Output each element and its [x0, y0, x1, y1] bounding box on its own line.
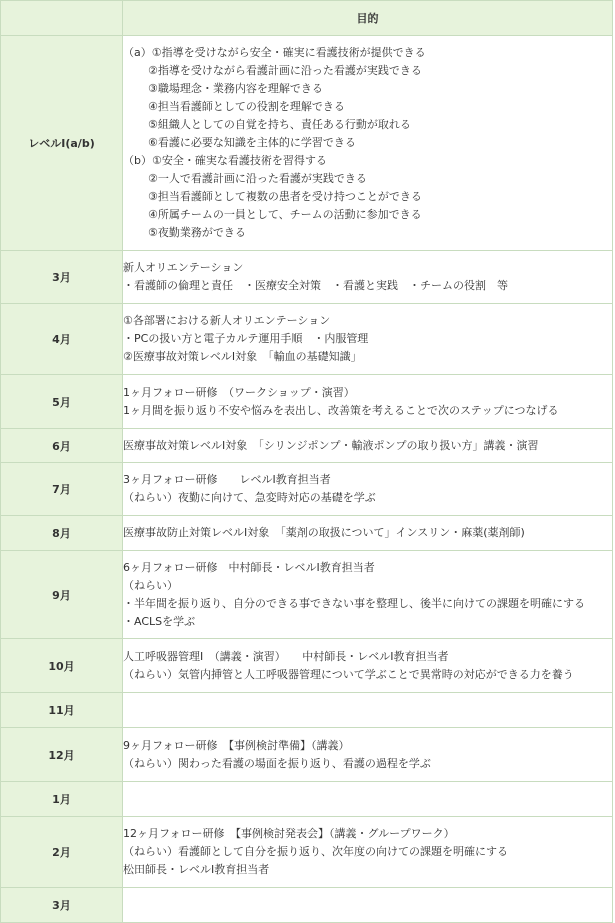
month-label: 5月 — [1, 375, 123, 429]
header-blank-cell — [1, 1, 123, 36]
month-content — [123, 375, 613, 429]
level-label: レベルⅠ(a/b) — [1, 36, 123, 251]
objective-line: ③担当看護師として複数の患者を受け持つことができる — [148, 190, 422, 203]
month-content — [123, 639, 613, 693]
month-label: 3月 — [1, 251, 123, 304]
header-title: 目的 — [123, 1, 613, 36]
month-label: 4月 — [1, 304, 123, 375]
content-line: ・ACLSを学ぶ — [123, 614, 196, 628]
month-row-may — [1, 375, 613, 429]
content-line: （ねらい） — [123, 578, 178, 592]
content-line: 新人オリエンテーション — [123, 261, 244, 274]
month-content — [123, 463, 613, 516]
content-line: 9ヶ月フォロー研修 【事例検討準備】（講義） — [123, 738, 350, 752]
month-label: 8月 — [1, 516, 123, 551]
month-content — [123, 516, 613, 551]
month-row-apr — [1, 304, 613, 375]
month-row-jun — [1, 429, 613, 463]
month-label: 1月 — [1, 782, 123, 817]
month-label: 11月 — [1, 693, 123, 728]
content-line: 1ヶ月フォロー研修 （ワークショップ・演習） — [123, 385, 355, 399]
month-row-mar-end — [1, 888, 613, 923]
month-row-oct — [1, 639, 613, 693]
content-line: 1ヶ月間を振り返り不安や悩みを表出し、改善策を考えることで次のステップにつなげる — [123, 403, 559, 417]
content-line: （ねらい）夜勤に向けて、急変時対応の基礎を学ぶ — [123, 491, 376, 504]
content-line: 医療事故防止対策レベルⅠ対象 「薬剤の取扱について」インスリン・麻薬(薬剤師) — [123, 526, 525, 539]
month-content — [123, 782, 613, 817]
content-line: ・半年間を振り返り、自分のできる事できない事を整理し、後半に向けての課題を明確にする — [123, 596, 585, 610]
objective-line: ⑥看護に必要な知識を主体的に学習できる — [148, 136, 356, 149]
content-line: （ねらい）看護師として自分を振り返り、次年度の向けての課題を明確にする — [123, 845, 508, 858]
content-line: ・看護師の倫理と責任 ・医療安全対策 ・看護と実践 ・チームの役割 等 — [123, 279, 508, 292]
content-line: 12ヶ月フォロー研修 【事例検討発表会】（講義・グループワーク） — [123, 827, 455, 840]
month-content — [123, 551, 613, 639]
content-line: 人工呼吸器管理Ⅰ （講義・演習） 中村師長・レベルⅠ教育担当者 — [123, 649, 449, 663]
content-line: 6ヶ月フォロー研修 中村師長・レベルⅠ教育担当者 — [123, 560, 375, 574]
month-content — [123, 693, 613, 728]
objective-line: ②指導を受けながら看護計画に沿った看護が実践できる — [148, 64, 422, 77]
objective-line: ④担当看護師としての役割を理解できる — [148, 100, 345, 113]
objective-line: ⑤夜勤業務ができる — [148, 226, 246, 239]
month-label: 12月 — [1, 728, 123, 782]
month-row-aug — [1, 516, 613, 551]
content-line: ①各部署における新人オリエンテーション — [123, 314, 331, 327]
header-row — [1, 1, 613, 36]
month-row-mar — [1, 251, 613, 304]
content-line: 3ヶ月フォロー研修 レベルⅠ教育担当者 — [123, 473, 331, 486]
objective-line: ③職場理念・業務内容を理解できる — [148, 82, 323, 95]
content-line: ②医療事故対策レベルⅠ対象 「輸血の基礎知識」 — [123, 350, 362, 363]
level-row — [1, 36, 613, 251]
month-row-feb — [1, 817, 613, 888]
month-label: 3月 — [1, 888, 123, 923]
content-line: ・PCの扱い方と電子カルテ運用手順 ・内服管理 — [123, 332, 369, 345]
content-line: 松田師長・レベルⅠ教育担当者 — [123, 863, 270, 876]
month-content — [123, 888, 613, 923]
content-line: 医療事故対策レベルⅠ対象 「シリンジポンプ・輸液ポンプの取り扱い方」講義・演習 — [123, 438, 539, 452]
content-line: （ねらい）気管内挿管と人工呼吸器管理について学ぶことで異常時の対応ができる力を養う — [123, 667, 574, 681]
objective-line: ⑤組織人としての自覚を持ち、責任ある行動が取れる — [148, 118, 411, 131]
objective-line: ②一人で看護計画に沿った看護が実践できる — [148, 172, 367, 185]
objective-line: ④所属チームの一員として、チームの活動に参加できる — [148, 208, 422, 221]
objective-line: （b）①安全・確実な看護技術を習得する — [123, 154, 327, 167]
month-row-sep — [1, 551, 613, 639]
month-content — [123, 817, 613, 888]
month-label: 6月 — [1, 429, 123, 463]
month-label: 2月 — [1, 817, 123, 888]
level-objectives — [123, 36, 613, 251]
month-label: 10月 — [1, 639, 123, 693]
month-content — [123, 304, 613, 375]
month-content — [123, 728, 613, 782]
month-label: 9月 — [1, 551, 123, 639]
objective-line: （a）①指導を受けながら安全・確実に看護技術が提供できる — [123, 46, 426, 59]
month-label: 7月 — [1, 463, 123, 516]
month-content — [123, 429, 613, 463]
month-row-dec — [1, 728, 613, 782]
month-row-jul — [1, 463, 613, 516]
month-row-nov — [1, 693, 613, 728]
month-content — [123, 251, 613, 304]
content-line: （ねらい）関わった看護の場面を振り返り、看護の過程を学ぶ — [123, 756, 431, 770]
month-row-jan — [1, 782, 613, 817]
